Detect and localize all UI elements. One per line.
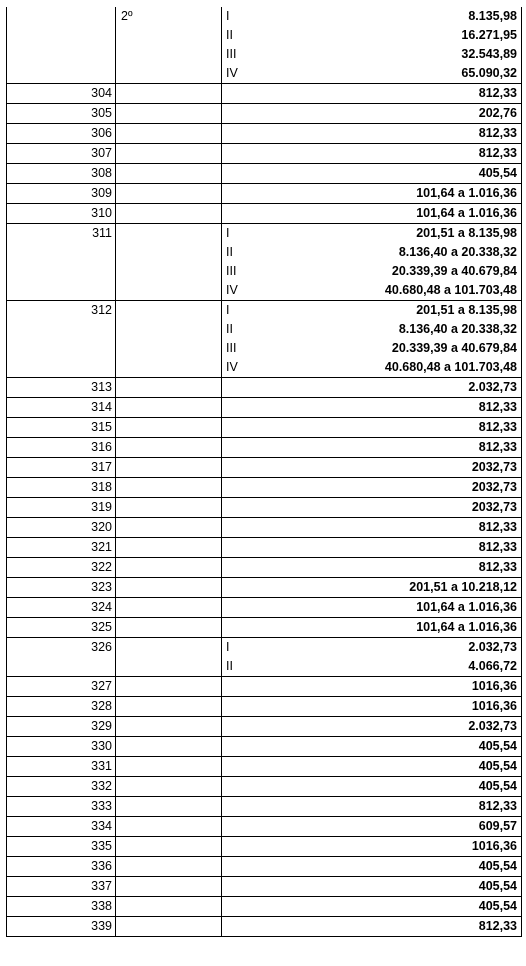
level-value-cell bbox=[222, 837, 522, 857]
article-number-cell: 321 bbox=[7, 538, 116, 558]
fee-value: 812,33 bbox=[478, 520, 517, 534]
article-number-cell: 323 bbox=[7, 578, 116, 598]
level-value-cell bbox=[222, 144, 522, 164]
paragraph-cell bbox=[116, 184, 222, 204]
table-row bbox=[7, 897, 522, 917]
paragraph-cell bbox=[116, 917, 222, 937]
paragraph-cell bbox=[116, 398, 222, 418]
table-row bbox=[7, 558, 522, 578]
paragraph-cell bbox=[116, 757, 222, 777]
fee-value: 812,33 bbox=[478, 86, 517, 100]
value-line bbox=[222, 897, 521, 916]
fee-value: 201,51 a 8.135,98 bbox=[416, 303, 517, 317]
fee-value: 2.032,73 bbox=[468, 719, 517, 733]
article-number-cell: 305 bbox=[7, 104, 116, 124]
article-number-cell: 328 bbox=[7, 697, 116, 717]
fee-value: 8.135,98 bbox=[468, 9, 517, 23]
level-label: IV bbox=[226, 283, 238, 297]
value-line bbox=[222, 26, 521, 45]
level-value-cell bbox=[222, 104, 522, 124]
fee-value: 2032,73 bbox=[471, 500, 517, 514]
article-number-cell: 322 bbox=[7, 558, 116, 578]
table-row bbox=[7, 418, 522, 438]
table-row bbox=[7, 398, 522, 418]
fee-value: 201,51 a 10.218,12 bbox=[409, 580, 517, 594]
level-value-cell bbox=[222, 777, 522, 797]
table-row bbox=[7, 478, 522, 498]
table-row bbox=[7, 618, 522, 638]
article-number-cell: 338 bbox=[7, 897, 116, 917]
fee-value: 405,54 bbox=[478, 166, 517, 180]
table-row bbox=[7, 578, 522, 598]
fee-value: 405,54 bbox=[478, 779, 517, 793]
table-row bbox=[7, 638, 522, 677]
paragraph-cell bbox=[116, 498, 222, 518]
paragraph-cell bbox=[116, 144, 222, 164]
article-number-cell: 332 bbox=[7, 777, 116, 797]
table-row bbox=[7, 677, 522, 697]
value-line bbox=[222, 224, 521, 243]
value-line bbox=[222, 917, 521, 936]
value-line bbox=[222, 84, 521, 103]
fee-value: 405,54 bbox=[478, 759, 517, 773]
article-number-cell: 339 bbox=[7, 917, 116, 937]
table-row bbox=[7, 777, 522, 797]
paragraph-cell bbox=[116, 518, 222, 538]
value-line bbox=[222, 797, 521, 816]
paragraph-cell bbox=[116, 897, 222, 917]
value-line bbox=[222, 358, 521, 377]
value-line bbox=[222, 558, 521, 577]
level-value-cell bbox=[222, 917, 522, 937]
fee-table-container bbox=[6, 7, 521, 937]
fee-value: 20.339,39 a 40.679,84 bbox=[391, 341, 517, 355]
value-line bbox=[222, 618, 521, 637]
fee-value: 101,64 a 1.016,36 bbox=[416, 600, 517, 614]
level-value-cell bbox=[222, 378, 522, 398]
fee-value: 812,33 bbox=[478, 799, 517, 813]
value-line bbox=[222, 301, 521, 320]
article-number-cell: 307 bbox=[7, 144, 116, 164]
fee-value: 8.136,40 a 20.338,32 bbox=[398, 245, 517, 259]
paragraph-cell bbox=[116, 737, 222, 757]
paragraph-cell bbox=[116, 164, 222, 184]
table-row bbox=[7, 204, 522, 224]
table-row bbox=[7, 717, 522, 737]
article-number-cell: 337 bbox=[7, 877, 116, 897]
value-line bbox=[222, 717, 521, 736]
value-line bbox=[222, 578, 521, 597]
article-number-cell: 309 bbox=[7, 184, 116, 204]
value-line bbox=[222, 518, 521, 537]
paragraph-cell bbox=[116, 857, 222, 877]
value-line bbox=[222, 144, 521, 163]
value-line bbox=[222, 164, 521, 183]
article-number-cell: 320 bbox=[7, 518, 116, 538]
table-row bbox=[7, 498, 522, 518]
value-line bbox=[222, 262, 521, 281]
value-line bbox=[222, 458, 521, 477]
paragraph-cell bbox=[116, 378, 222, 398]
table-row bbox=[7, 757, 522, 777]
level-value-cell bbox=[222, 737, 522, 757]
table-row bbox=[7, 458, 522, 478]
table-row bbox=[7, 104, 522, 124]
table-row bbox=[7, 917, 522, 937]
fee-value: 16.271,95 bbox=[461, 28, 517, 42]
fee-table bbox=[6, 7, 522, 937]
table-row bbox=[7, 84, 522, 104]
paragraph-cell bbox=[116, 438, 222, 458]
table-row bbox=[7, 438, 522, 458]
value-line bbox=[222, 638, 521, 657]
value-line bbox=[222, 857, 521, 876]
value-line bbox=[222, 281, 521, 300]
paragraph-cell bbox=[116, 618, 222, 638]
level-value-cell bbox=[222, 638, 522, 677]
level-value-cell bbox=[222, 538, 522, 558]
level-value-cell bbox=[222, 478, 522, 498]
table-row bbox=[7, 301, 522, 378]
fee-value: 101,64 a 1.016,36 bbox=[416, 206, 517, 220]
table-row bbox=[7, 837, 522, 857]
fee-value: 20.339,39 a 40.679,84 bbox=[391, 264, 517, 278]
table-row bbox=[7, 7, 522, 84]
level-value-cell bbox=[222, 797, 522, 817]
fee-value: 2032,73 bbox=[471, 460, 517, 474]
fee-value: 202,76 bbox=[478, 106, 517, 120]
paragraph-cell bbox=[116, 877, 222, 897]
table-row bbox=[7, 518, 522, 538]
article-number-cell: 315 bbox=[7, 418, 116, 438]
fee-value: 812,33 bbox=[478, 126, 517, 140]
fee-value: 2.032,73 bbox=[468, 380, 517, 394]
value-line bbox=[222, 398, 521, 417]
value-line bbox=[222, 478, 521, 497]
value-line bbox=[222, 657, 521, 676]
fee-value: 812,33 bbox=[478, 540, 517, 554]
article-number-cell: 311 bbox=[7, 224, 116, 301]
fee-value: 1016,36 bbox=[471, 839, 517, 853]
fee-value: 65.090,32 bbox=[461, 66, 517, 80]
fee-value: 405,54 bbox=[478, 859, 517, 873]
paragraph-cell bbox=[116, 478, 222, 498]
article-number-cell: 333 bbox=[7, 797, 116, 817]
value-line bbox=[222, 339, 521, 358]
paragraph-cell bbox=[116, 677, 222, 697]
paragraph-cell bbox=[116, 578, 222, 598]
article-number-cell: 304 bbox=[7, 84, 116, 104]
level-value-cell bbox=[222, 518, 522, 538]
article-number-cell: 324 bbox=[7, 598, 116, 618]
paragraph-cell bbox=[116, 777, 222, 797]
paragraph-cell bbox=[116, 84, 222, 104]
article-number-cell: 313 bbox=[7, 378, 116, 398]
level-label: IV bbox=[226, 66, 238, 80]
level-value-cell bbox=[222, 817, 522, 837]
paragraph-cell bbox=[116, 558, 222, 578]
article-number-cell: 314 bbox=[7, 398, 116, 418]
level-label: I bbox=[226, 9, 230, 23]
article-number-cell: 308 bbox=[7, 164, 116, 184]
paragraph-cell bbox=[116, 817, 222, 837]
paragraph-cell: 2º bbox=[116, 7, 222, 84]
article-number-cell: 329 bbox=[7, 717, 116, 737]
article-number-cell: 318 bbox=[7, 478, 116, 498]
article-number-cell: 312 bbox=[7, 301, 116, 378]
level-value-cell bbox=[222, 578, 522, 598]
level-label: III bbox=[226, 341, 237, 355]
level-value-cell bbox=[222, 717, 522, 737]
article-number-cell: 319 bbox=[7, 498, 116, 518]
level-value-cell bbox=[222, 301, 522, 378]
table-row bbox=[7, 737, 522, 757]
level-label: I bbox=[226, 303, 230, 317]
level-value-cell bbox=[222, 124, 522, 144]
paragraph-cell bbox=[116, 204, 222, 224]
article-number-cell: 325 bbox=[7, 618, 116, 638]
paragraph-cell bbox=[116, 837, 222, 857]
level-value-cell bbox=[222, 164, 522, 184]
fee-value: 32.543,89 bbox=[461, 47, 517, 61]
level-label: I bbox=[226, 226, 230, 240]
fee-value: 1016,36 bbox=[471, 679, 517, 693]
table-row bbox=[7, 857, 522, 877]
value-line bbox=[222, 737, 521, 756]
value-line bbox=[222, 7, 521, 26]
article-number-cell: 334 bbox=[7, 817, 116, 837]
table-row bbox=[7, 538, 522, 558]
fee-value: 101,64 a 1.016,36 bbox=[416, 186, 517, 200]
value-line bbox=[222, 777, 521, 796]
value-line bbox=[222, 64, 521, 83]
table-row bbox=[7, 598, 522, 618]
level-value-cell bbox=[222, 84, 522, 104]
value-line bbox=[222, 877, 521, 896]
value-line bbox=[222, 697, 521, 716]
table-row bbox=[7, 144, 522, 164]
paragraph-cell bbox=[116, 418, 222, 438]
article-number-cell: 316 bbox=[7, 438, 116, 458]
article-number-cell: 335 bbox=[7, 837, 116, 857]
table-row bbox=[7, 124, 522, 144]
level-value-cell bbox=[222, 418, 522, 438]
level-value-cell bbox=[222, 618, 522, 638]
fee-value: 812,33 bbox=[478, 919, 517, 933]
level-value-cell bbox=[222, 897, 522, 917]
level-value-cell bbox=[222, 558, 522, 578]
value-line bbox=[222, 418, 521, 437]
value-line bbox=[222, 378, 521, 397]
paragraph-cell bbox=[116, 717, 222, 737]
value-line bbox=[222, 104, 521, 123]
article-number-cell: 331 bbox=[7, 757, 116, 777]
level-value-cell bbox=[222, 598, 522, 618]
fee-value: 2.032,73 bbox=[468, 640, 517, 654]
table-row bbox=[7, 817, 522, 837]
fee-value: 812,33 bbox=[478, 560, 517, 574]
value-line bbox=[222, 498, 521, 517]
fee-value: 40.680,48 a 101.703,48 bbox=[384, 283, 517, 297]
paragraph-cell bbox=[116, 638, 222, 677]
level-label: II bbox=[226, 28, 233, 42]
fee-value: 405,54 bbox=[478, 899, 517, 913]
value-line bbox=[222, 204, 521, 223]
fee-value: 812,33 bbox=[478, 400, 517, 414]
level-label: II bbox=[226, 245, 233, 259]
fee-value: 812,33 bbox=[478, 420, 517, 434]
paragraph-cell bbox=[116, 301, 222, 378]
fee-value: 609,57 bbox=[478, 819, 517, 833]
paragraph-cell bbox=[116, 598, 222, 618]
fee-value: 405,54 bbox=[478, 879, 517, 893]
fee-value: 405,54 bbox=[478, 739, 517, 753]
paragraph-cell bbox=[116, 697, 222, 717]
table-row bbox=[7, 697, 522, 717]
value-line bbox=[222, 538, 521, 557]
article-number-cell: 306 bbox=[7, 124, 116, 144]
level-value-cell bbox=[222, 224, 522, 301]
level-label: III bbox=[226, 47, 237, 61]
fee-value: 2032,73 bbox=[471, 480, 517, 494]
fee-value: 1016,36 bbox=[471, 699, 517, 713]
fee-value: 101,64 a 1.016,36 bbox=[416, 620, 517, 634]
value-line bbox=[222, 817, 521, 836]
fee-value: 201,51 a 8.135,98 bbox=[416, 226, 517, 240]
article-number-cell bbox=[7, 7, 116, 84]
value-line bbox=[222, 837, 521, 856]
level-value-cell bbox=[222, 458, 522, 478]
level-value-cell bbox=[222, 877, 522, 897]
fee-value: 40.680,48 a 101.703,48 bbox=[384, 360, 517, 374]
level-value-cell bbox=[222, 204, 522, 224]
fee-value: 4.066,72 bbox=[468, 659, 517, 673]
value-line bbox=[222, 598, 521, 617]
level-label: III bbox=[226, 264, 237, 278]
article-number-cell: 310 bbox=[7, 204, 116, 224]
table-row bbox=[7, 184, 522, 204]
table-row bbox=[7, 877, 522, 897]
level-label: II bbox=[226, 659, 233, 673]
value-line bbox=[222, 184, 521, 203]
fee-value: 812,33 bbox=[478, 146, 517, 160]
level-value-cell bbox=[222, 677, 522, 697]
article-number-cell: 317 bbox=[7, 458, 116, 478]
value-line bbox=[222, 677, 521, 696]
value-line bbox=[222, 45, 521, 64]
paragraph-cell bbox=[116, 104, 222, 124]
value-line bbox=[222, 438, 521, 457]
level-label: II bbox=[226, 322, 233, 336]
level-value-cell bbox=[222, 184, 522, 204]
level-label: IV bbox=[226, 360, 238, 374]
article-number-cell: 336 bbox=[7, 857, 116, 877]
value-line bbox=[222, 320, 521, 339]
fee-value: 8.136,40 a 20.338,32 bbox=[398, 322, 517, 336]
table-row bbox=[7, 224, 522, 301]
level-value-cell bbox=[222, 857, 522, 877]
paragraph-cell bbox=[116, 458, 222, 478]
paragraph-cell bbox=[116, 224, 222, 301]
paragraph-cell bbox=[116, 538, 222, 558]
article-number-cell: 330 bbox=[7, 737, 116, 757]
level-value-cell bbox=[222, 438, 522, 458]
level-value-cell bbox=[222, 398, 522, 418]
article-number-cell: 327 bbox=[7, 677, 116, 697]
value-line bbox=[222, 243, 521, 262]
level-label: I bbox=[226, 640, 230, 654]
paragraph-cell bbox=[116, 124, 222, 144]
level-value-cell bbox=[222, 7, 522, 84]
paragraph-cell bbox=[116, 797, 222, 817]
level-value-cell bbox=[222, 697, 522, 717]
value-line bbox=[222, 124, 521, 143]
fee-value: 812,33 bbox=[478, 440, 517, 454]
level-value-cell bbox=[222, 498, 522, 518]
table-row bbox=[7, 797, 522, 817]
fee-table-body bbox=[7, 7, 522, 937]
table-row bbox=[7, 378, 522, 398]
table-row bbox=[7, 164, 522, 184]
article-number-cell: 326 bbox=[7, 638, 116, 677]
level-value-cell bbox=[222, 757, 522, 777]
value-line bbox=[222, 757, 521, 776]
